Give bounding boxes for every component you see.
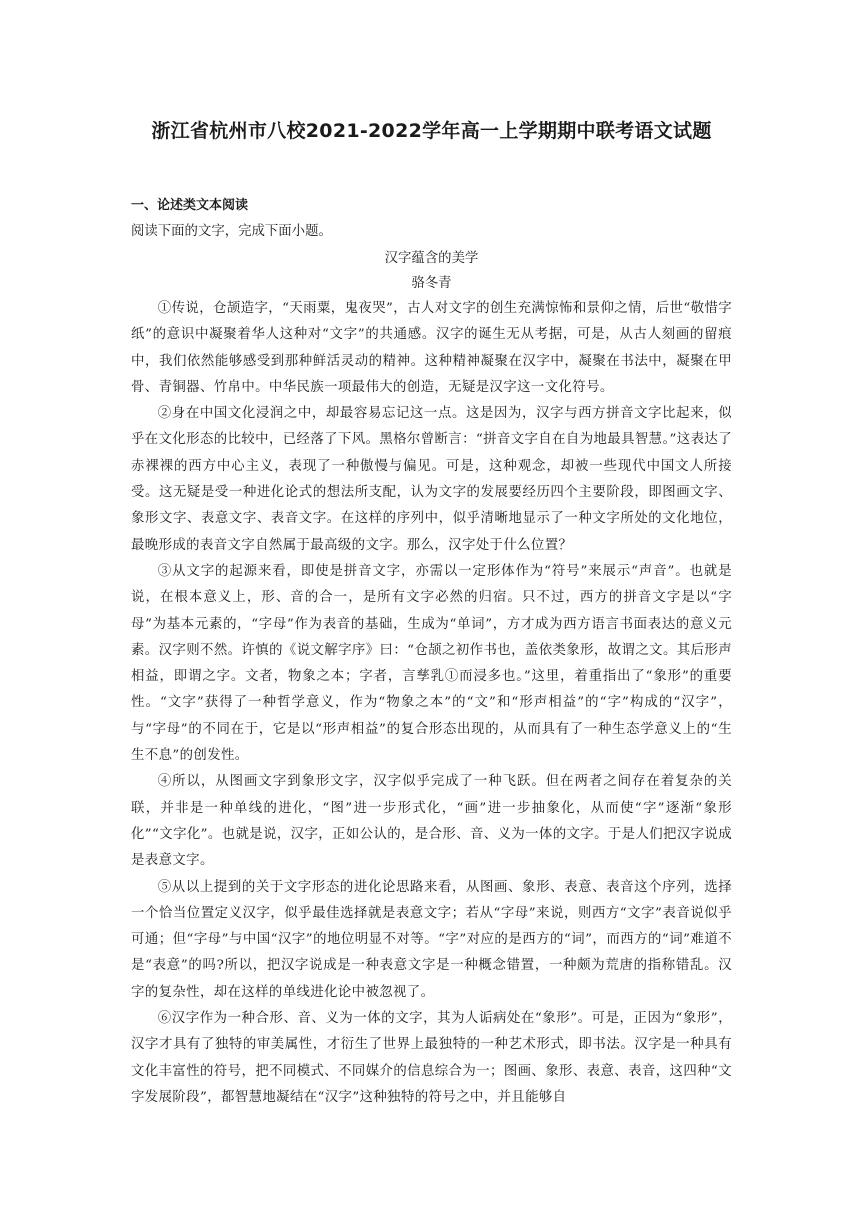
article-title: 汉字蕴含的美学: [384, 251, 479, 266]
article-author: 骆冬青: [411, 276, 452, 291]
paragraph-2: ②身在中国文化浸润之中，却最容易忘记这一点。这是因为，汉字与西方拼音文字比起来，似乎在文化形态的比较中，已经落了下风。黑格尔曾断言：“拼音文字自在自为地最具智慧。”这表达了赤裸裸的西方中心主义，表现了一种傲慢与偏见。可是，这种观念，却被一些现代中国文人所接受。这无疑是受一种进化论式的想法所支配，认为文字的发展要经历四个主要阶段，即图画文字、象形文字、表意文字、表音文字。在这样的序列中，似乎清晰地显示了一种文字所处的文化地位，最晚形成的表音文字自然属于最高级的文字。那么，汉字处于什么位置？: [131, 406, 732, 553]
paragraph-5: ⑤从以上提到的关于文字形态的进化论思路来看，从图画、象形、表意、表音这个序列，选择一个恰当位置定义汉字，似乎最佳选择就是表意文字；若从“字母”来说，则西方“文字”表音说似乎可通；但“字母”与中国“汉字”的地位明显不对等。“字”对应的是西方的“词”，而西方的“词”难道不是“表意”的吗?所以，把汉字说成是一种表意文字是一种概念错置，一种颇为荒唐的指称错乱。汉字的复杂性，却在这样的单线进化论中被忽视了。: [131, 879, 732, 1000]
section-heading: 一、论述类文本阅读: [131, 198, 249, 213]
article-body: [131, 296, 732, 1111]
paragraph-3: ③从文字的起源来看，即使是拼音文字，亦需以一定形体作为“符号”来展示“声音”。也就是说，在根本意义上，形、音的合一，是所有文字必然的归宿。只不过，西方的拼音文字是以“字母”为基本元素的，“字母”作为表音的基础，生成为“单词”，方才成为西方语言书面表达的意义元素。汉字则不然。许慎的《说文解字序》曰：“仓颉之初作书也，盖依类象形，故谓之文。其后形声相益，即谓之字。文者，物象之本；字者，言孳乳①而浸多也。”这里，着重指出了“象形”的重要性。“文字”获得了一种哲学意义，作为“物象之本”的“文”和“形声相益”的“字”构成的“汉字”，与“字母”的不同在于，它是以“形声相益”的复合形态出现的，从而具有了一种生态学意义上的“生生不息”的创发性。: [131, 563, 732, 764]
paragraph-4: ④所以，从图画文字到象形文字，汉字似乎完成了一种飞跃。但在两者之间存在着复杂的关联，并非是一种单线的进化，“图”进一步形式化，“画”进一步抽象化，从而使“字”逐渐“象形化”“文字化”。也就是说，汉字，正如公认的，是合形、音、义为一体的文字。于是人们把汉字说成是表意文字。: [131, 774, 732, 869]
document-title: 浙江省杭州市八校2021-2022学年高一上学期期中联考语文试题: [151, 120, 712, 142]
paragraph-6: ⑥汉字作为一种合形、音、义为一体的文字，其为人诟病处在“象形”。可是，正因为“象形”，汉字才具有了独特的审美属性，才衍生了世界上最独特的一种艺术形式，即书法。汉字是一种具有文化丰富性的符号，把不同模式、不同媒介的信息综合为一；图画、象形、表意、表音，这四种“文字发展阶段”，都智慧地凝结在“汉字”这种独特的符号之中，并且能够自: [131, 1011, 732, 1105]
paragraph-1: ①传说，仓颉造字，“天雨粟，鬼夜哭”，古人对文字的创生充满惊怖和景仰之情，后世“敬惜字纸”的意识中凝聚着华人这种对“文字”的共通感。汉字的诞生无从考据，可是，从古人刻画的留痕中，我们依然能够感受到那种鲜活灵动的精神。这种精神凝聚在汉字中，凝聚在书法中，凝聚在甲骨、青铜器、竹帛中。中华民族一项最伟大的创造，无疑是汉字这一文化符号。: [131, 301, 732, 395]
reading-instruction: 阅读下面的文字，完成下面小题。: [131, 224, 332, 239]
